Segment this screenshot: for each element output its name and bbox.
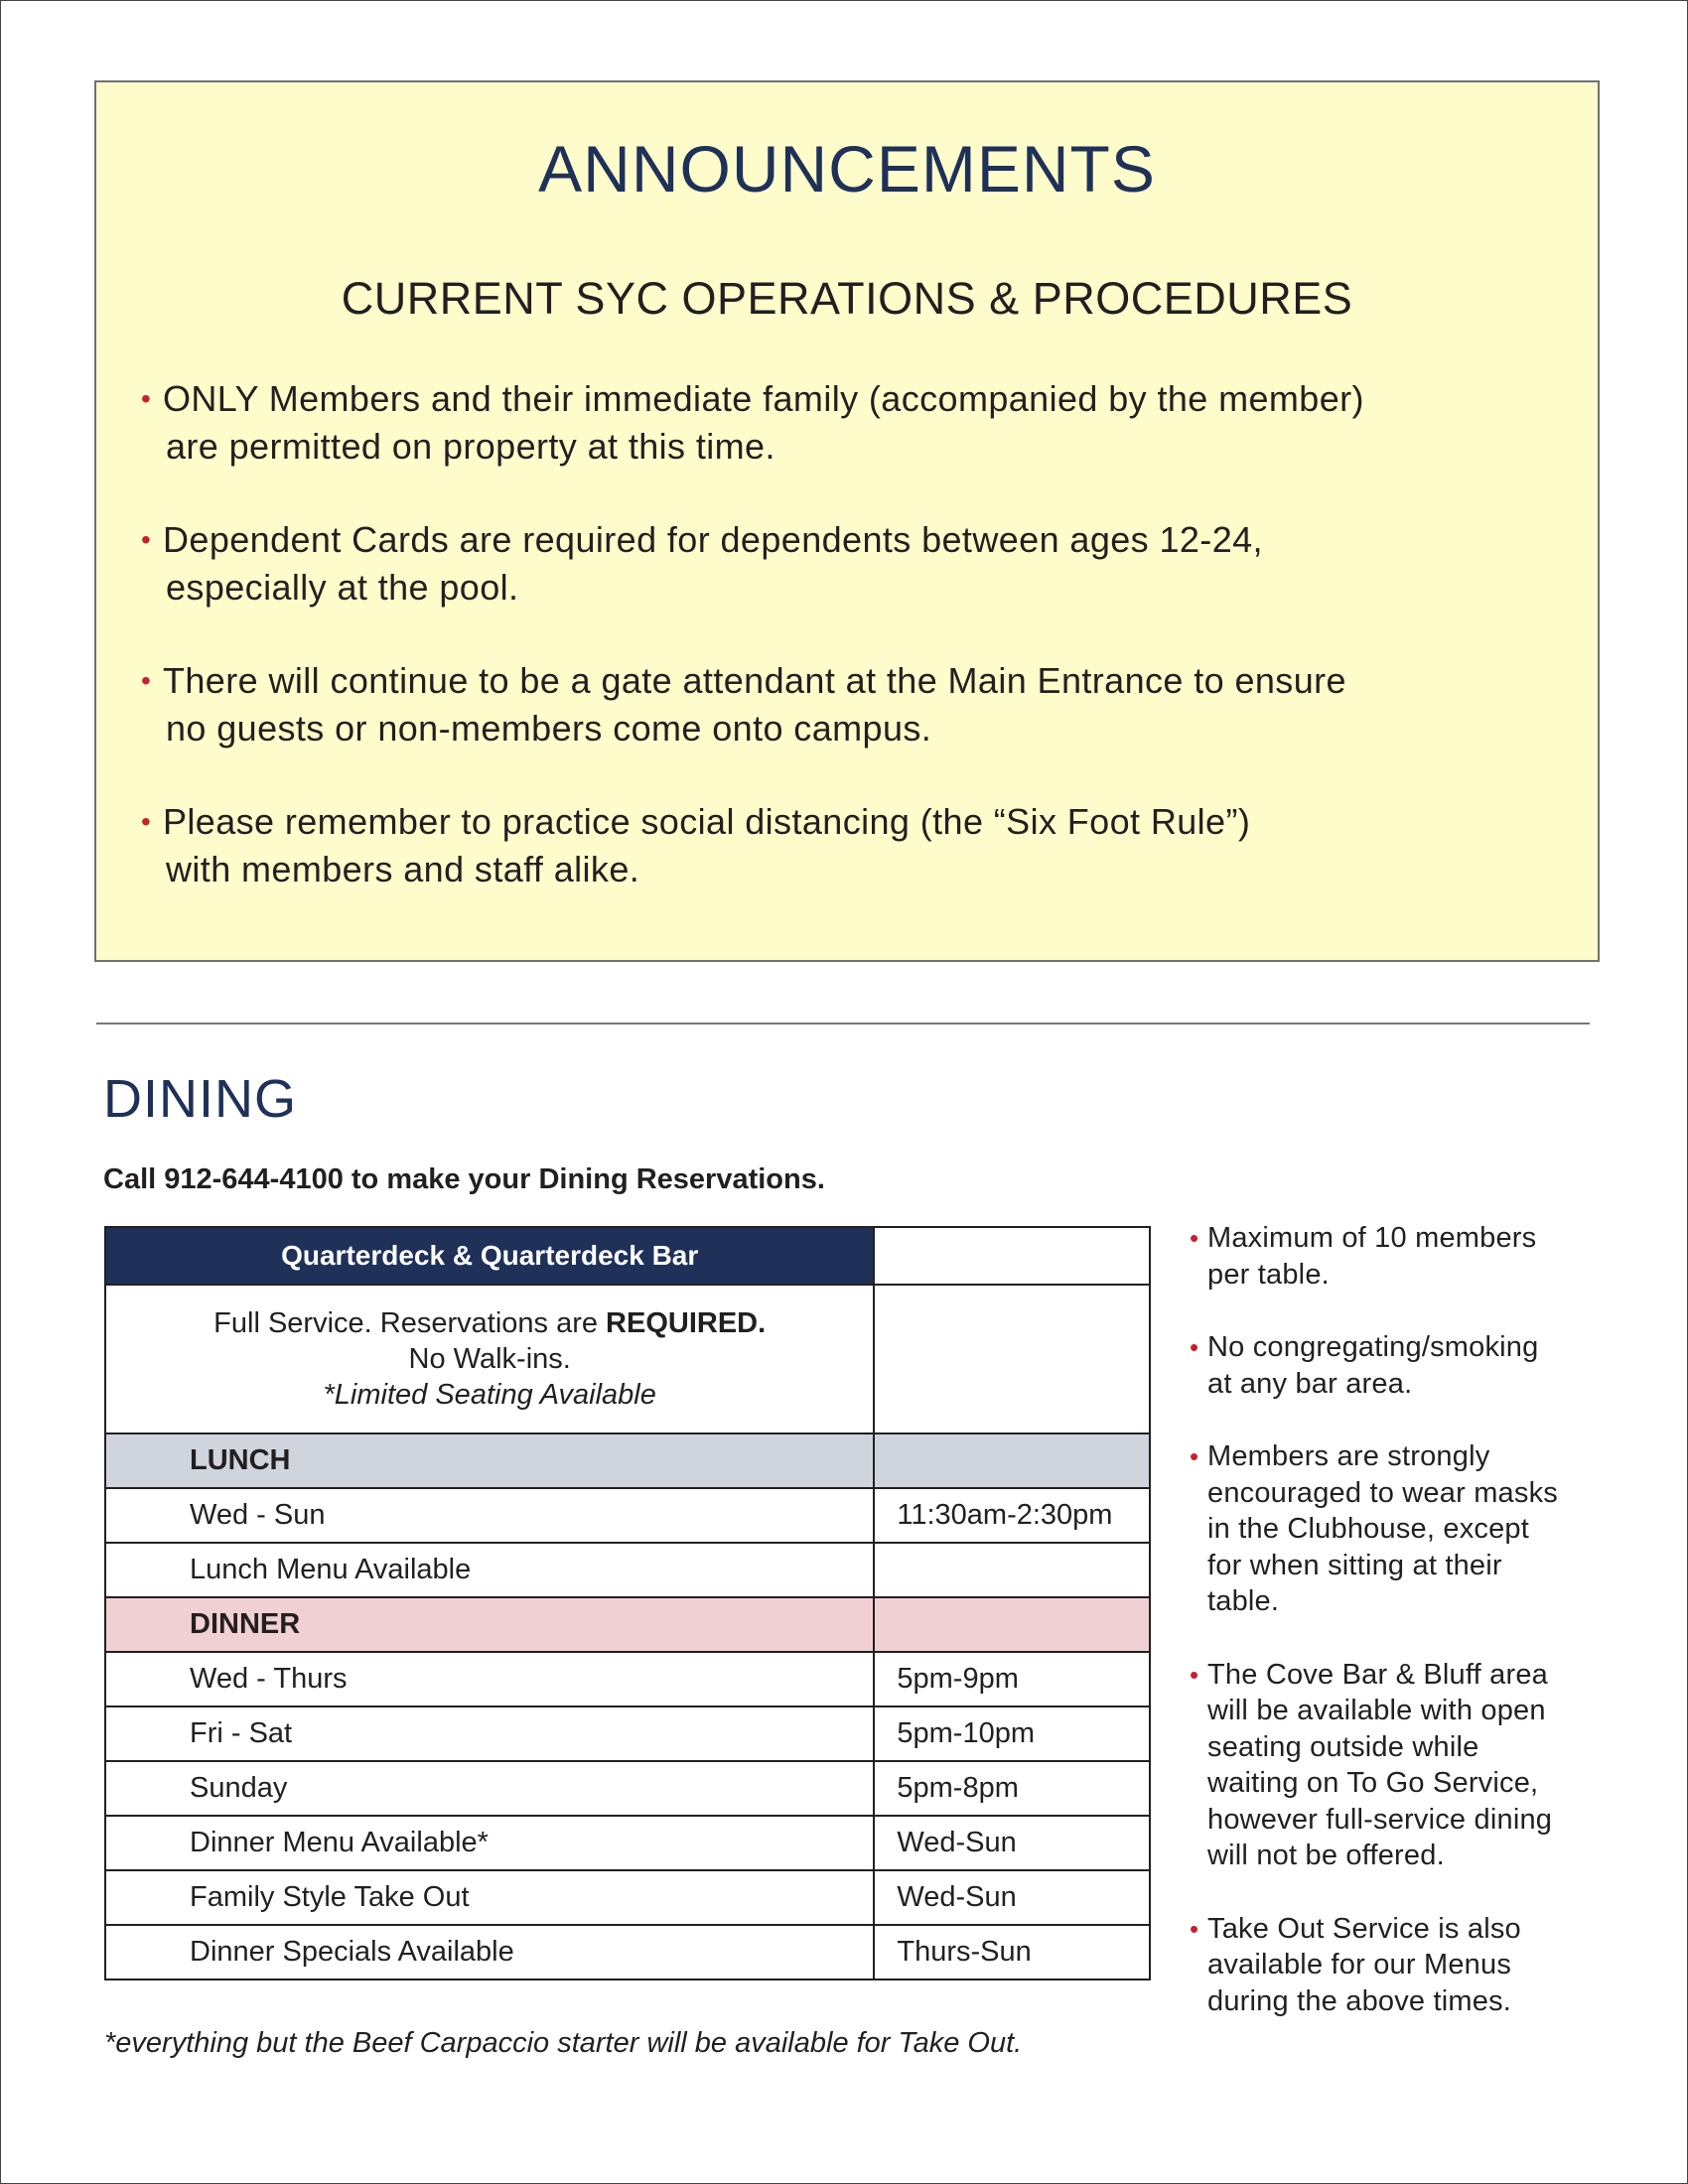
note-line: table. xyxy=(1207,1585,1280,1617)
note-line: The Cove Bar & Bluff area xyxy=(1207,1658,1548,1691)
bullet-icon: • xyxy=(141,665,152,696)
dining-note xyxy=(1190,1657,1607,1874)
note-line: during the above times. xyxy=(1207,1984,1512,2017)
announcement-line: are permitted on property at this time. xyxy=(166,426,775,467)
note-line: seating outside while xyxy=(1207,1730,1479,1763)
dining-note xyxy=(1190,1220,1607,1293)
table-row xyxy=(105,1706,1150,1761)
row-label: Lunch Menu Available xyxy=(105,1543,874,1597)
table-cell xyxy=(874,1597,1150,1652)
note-line: waiting on To Go Service, xyxy=(1207,1767,1539,1799)
note-line: No congregating/smoking xyxy=(1207,1331,1539,1363)
section-divider xyxy=(96,1023,1590,1024)
lunch-label: LUNCH xyxy=(105,1433,874,1488)
row-value: Wed-Sun xyxy=(874,1816,1150,1870)
announcements-box xyxy=(94,80,1600,962)
lunch-section-row xyxy=(105,1433,1150,1488)
row-value: Thurs-Sun xyxy=(874,1925,1150,1979)
dining-note xyxy=(1190,1329,1607,1402)
bullet-icon: • xyxy=(141,524,152,555)
announcement-item xyxy=(141,657,1571,752)
row-label: Dinner Menu Available* xyxy=(105,1816,874,1870)
row-label: Fri - Sat xyxy=(105,1706,874,1761)
announcement-line: especially at the pool. xyxy=(166,567,519,608)
announcement-item xyxy=(141,375,1571,471)
service-info xyxy=(105,1285,874,1433)
dining-note xyxy=(1190,1438,1607,1620)
row-value: 11:30am-2:30pm xyxy=(874,1488,1150,1543)
row-value xyxy=(874,1543,1150,1597)
dining-notes xyxy=(1190,1220,1607,2056)
table-row xyxy=(105,1870,1150,1925)
note-line: will be available with open xyxy=(1207,1695,1546,1726)
announcement-line: There will continue to be a gate attendant at the Main Entrance to ensure xyxy=(163,660,1346,701)
row-value: 5pm-9pm xyxy=(874,1652,1150,1706)
dinner-label: DINNER xyxy=(105,1597,874,1652)
table-cell xyxy=(874,1433,1150,1488)
note-line: available for our Menus xyxy=(1207,1949,1512,1980)
announcement-item xyxy=(141,516,1571,612)
table-row xyxy=(105,1816,1150,1870)
limited-seating-text: *Limited Seating Available xyxy=(323,1379,656,1411)
bullet-icon: • xyxy=(1190,1441,1199,1471)
note-line: however full-service dining xyxy=(1207,1803,1553,1836)
required-text: REQUIRED. xyxy=(606,1307,767,1339)
row-label: Dinner Specials Available xyxy=(105,1925,874,1979)
service-info-line xyxy=(106,1305,873,1341)
dining-hours-table xyxy=(104,1226,1151,1980)
bullet-icon: • xyxy=(1190,1659,1199,1690)
bullet-icon: • xyxy=(1190,1913,1199,1944)
bullet-icon: • xyxy=(141,806,152,837)
note-line: Members are strongly xyxy=(1207,1440,1490,1472)
bullet-icon: • xyxy=(141,383,152,414)
note-line: Take Out Service is also xyxy=(1207,1912,1521,1945)
announcements-list xyxy=(141,375,1571,939)
note-line: per table. xyxy=(1207,1258,1330,1291)
note-line: will not be offered. xyxy=(1207,1840,1445,1871)
service-info-prefix: Full Service. Reservations are xyxy=(213,1307,607,1339)
announcement-line: with members and staff alike. xyxy=(166,849,640,889)
row-label: Wed - Sun xyxy=(105,1488,874,1543)
table-row xyxy=(105,1543,1150,1597)
table-cell xyxy=(874,1227,1150,1285)
announcements-subtitle: CURRENT SYC OPERATIONS & PROCEDURES xyxy=(341,273,1353,324)
row-label: Family Style Take Out xyxy=(105,1870,874,1925)
note-line: for when sitting at their xyxy=(1207,1549,1502,1581)
table-row xyxy=(105,1761,1150,1816)
table-row xyxy=(105,1925,1150,1979)
announcements-title: ANNOUNCEMENTS xyxy=(538,132,1156,205)
row-value: Wed-Sun xyxy=(874,1870,1150,1925)
announcement-line: no guests or non-members come onto campus. xyxy=(166,708,932,749)
row-label: Sunday xyxy=(105,1761,874,1816)
dinner-section-row xyxy=(105,1597,1150,1652)
table-cell xyxy=(874,1285,1150,1433)
note-line: in the Clubhouse, except xyxy=(1207,1513,1530,1545)
note-line: encouraged to wear masks xyxy=(1207,1476,1558,1509)
dining-title: DINING xyxy=(103,1069,297,1129)
announcement-line: Please remember to practice social distancing (the “Six Foot Rule”) xyxy=(163,801,1251,842)
dining-note xyxy=(1190,1911,1607,2020)
walk-ins-text: No Walk-ins. xyxy=(408,1343,571,1375)
row-label: Wed - Thurs xyxy=(105,1652,874,1706)
bullet-icon: • xyxy=(1190,1332,1199,1362)
note-line: at any bar area. xyxy=(1207,1367,1413,1400)
note-line: Maximum of 10 members xyxy=(1207,1222,1537,1254)
bullet-icon: • xyxy=(1190,1223,1199,1253)
table-footnote: *everything but the Beef Carpaccio starter will be available for Take Out. xyxy=(104,2027,1023,2059)
venue-header: Quarterdeck & Quarterdeck Bar xyxy=(105,1227,874,1285)
row-value: 5pm-8pm xyxy=(874,1761,1150,1816)
dining-reservation-call: Call 912-644-4100 to make your Dining Reservations. xyxy=(103,1163,825,1195)
table-header-row xyxy=(105,1227,1150,1285)
announcement-item xyxy=(141,798,1571,893)
row-value: 5pm-10pm xyxy=(874,1706,1150,1761)
announcement-line: Dependent Cards are required for dependents between ages 12-24, xyxy=(163,519,1263,560)
announcement-line: ONLY Members and their immediate family (accompanied by the member) xyxy=(163,378,1364,419)
service-info-row xyxy=(105,1285,1150,1433)
table-row xyxy=(105,1652,1150,1706)
table-row xyxy=(105,1488,1150,1543)
